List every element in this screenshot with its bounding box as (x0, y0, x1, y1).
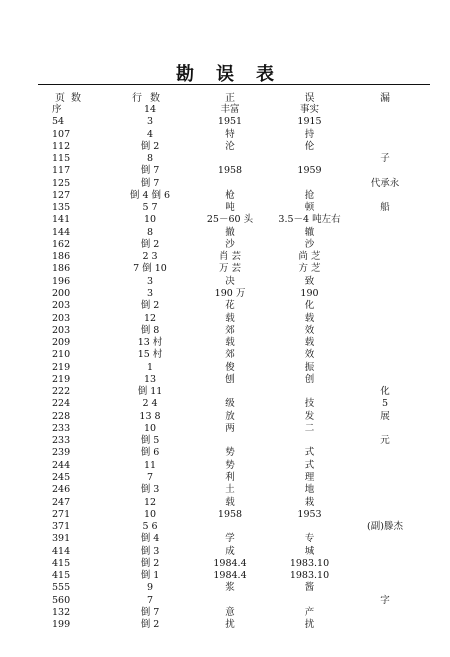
table-row (0, 313, 450, 325)
table-row (0, 202, 450, 214)
cell-line: 倒 6 (140, 447, 160, 459)
cell-line: 14 (143, 104, 157, 115)
cell-correct: 扰 (225, 619, 235, 631)
cell-line: 倒 7 (140, 165, 160, 177)
cell-page: 203 (52, 324, 71, 336)
cell-page: 247 (52, 496, 71, 508)
table-row (0, 582, 450, 594)
cell-line: 8 (146, 226, 154, 238)
cell-page: 246 (52, 484, 71, 496)
cell-error: 抢 (304, 189, 315, 201)
cell-correct: 刨 (225, 373, 235, 385)
cell-line: 13 8 (139, 410, 161, 422)
cell-page: 203 (52, 312, 71, 324)
cell-error: 城 (304, 545, 315, 557)
cell-line: 11 (143, 459, 157, 471)
table-row (0, 460, 450, 472)
cell-page: 239 (52, 447, 71, 459)
cell-page: 144 (52, 226, 71, 238)
cell-correct: 花 (225, 300, 235, 312)
table-row (0, 472, 450, 484)
cell-page: 209 (52, 337, 71, 349)
table-row (0, 141, 450, 153)
cell-line: 倒 4 倒 6 (129, 189, 171, 201)
cell-correct: 决 (225, 275, 235, 287)
cell-line: 倒 2 (140, 300, 160, 312)
table-row (0, 129, 450, 141)
table-row (0, 190, 450, 202)
cell-correct: 190 万 (214, 287, 246, 299)
cell-line: 倒 4 (140, 533, 160, 545)
table-row (0, 165, 450, 177)
cell-error: 地 (304, 484, 315, 496)
cell-error: 产 (304, 606, 315, 618)
cell-line: 2 4 (142, 398, 158, 410)
cell-correct: 学 (225, 533, 235, 545)
cell-error: 1983.10 (289, 557, 330, 569)
table-row (0, 153, 450, 165)
cell-error: 沙 (304, 238, 315, 250)
table-row (0, 362, 450, 374)
cell-line: 10 (143, 422, 157, 434)
table-row (0, 276, 450, 288)
cell-error: 1983.10 (289, 570, 330, 582)
cell-line: 7 倒 10 (133, 263, 167, 275)
table-row (0, 435, 450, 447)
cell-page: 115 (52, 153, 71, 165)
table-row (0, 178, 450, 190)
cell-line: 12 (143, 312, 157, 324)
cell-page: 224 (52, 398, 71, 410)
cell-page: 203 (52, 300, 71, 312)
cell-missing: 字 (380, 594, 390, 606)
table-row (0, 546, 450, 558)
cell-correct: 1958 (217, 165, 243, 177)
cell-correct: 1958 (217, 508, 243, 520)
table-row (0, 214, 450, 226)
cell-page: 54 (52, 116, 65, 128)
table-row (0, 533, 450, 545)
header-correct: 正 (225, 93, 235, 104)
cell-page: 555 (52, 582, 71, 594)
cell-line: 5 6 (142, 521, 158, 533)
cell-correct: 成 (225, 545, 235, 557)
cell-correct: 载 (225, 337, 235, 349)
cell-error: 载 (304, 337, 315, 349)
cell-error: 发 (304, 410, 315, 422)
cell-line: 倒 2 (140, 619, 160, 631)
cell-error: 致 (304, 275, 315, 287)
cell-page: 271 (52, 508, 71, 520)
table-row (0, 521, 450, 533)
cell-correct: 沦 (225, 140, 235, 152)
cell-line: 4 (146, 128, 154, 140)
cell-line: 9 (146, 582, 154, 594)
cell-page: 186 (52, 263, 71, 275)
cell-page: 199 (52, 619, 71, 631)
cell-page: 210 (52, 349, 71, 361)
cell-correct: 吨 (225, 202, 235, 214)
cell-line: 10 (143, 214, 157, 226)
cell-missing: 5 (381, 398, 389, 410)
table-row (0, 619, 450, 631)
table-row (0, 423, 450, 435)
cell-line: 8 (146, 153, 154, 165)
cell-line: 1 (146, 361, 154, 373)
cell-page: 219 (52, 361, 71, 373)
cell-page: 117 (52, 165, 71, 177)
header-missing: 漏 (380, 93, 390, 104)
cell-error: 创 (304, 373, 315, 385)
table-row (0, 570, 450, 582)
cell-error: 专 (304, 533, 315, 545)
cell-line: 2 3 (142, 251, 158, 263)
page-title: 勘误表 (176, 64, 296, 85)
cell-line: 7 (146, 471, 154, 483)
cell-line: 倒 1 (140, 570, 160, 582)
cell-correct: 俊 (225, 361, 235, 373)
cell-page: 415 (52, 570, 71, 582)
cell-error: 方 芝 (298, 263, 321, 275)
table-row (0, 398, 450, 410)
cell-line: 5 7 (142, 202, 158, 214)
cell-correct: 1984.4 (213, 570, 247, 582)
cell-page: 245 (52, 471, 71, 483)
cell-line: 倒 2 (140, 557, 160, 569)
cell-line: 倒 5 (140, 435, 160, 447)
table-row (0, 607, 450, 619)
cell-page: 186 (52, 251, 71, 263)
cell-error: 扰 (304, 619, 315, 631)
cell-correct: 载 (225, 312, 235, 324)
header-line: 行数 (132, 93, 168, 104)
cell-correct: 放 (225, 410, 235, 422)
cell-error: 效 (304, 324, 315, 336)
cell-page: 244 (52, 459, 71, 471)
cell-correct: 载 (225, 496, 235, 508)
table-row (0, 325, 450, 337)
errata-table-body (0, 104, 450, 631)
cell-error: 1959 (297, 165, 322, 177)
cell-page: 560 (52, 594, 71, 606)
cell-correct: 撤 (225, 226, 235, 238)
cell-missing: 化 (380, 386, 390, 398)
cell-error: 顿 (304, 202, 315, 214)
cell-page: 112 (52, 140, 71, 152)
cell-correct: 浆 (225, 582, 235, 594)
cell-page: 序 (52, 104, 62, 115)
cell-correct: 肖 芸 (218, 251, 242, 263)
cell-correct: 25－60 头 (206, 214, 254, 226)
cell-line: 13 (143, 373, 157, 385)
table-row (0, 337, 450, 349)
cell-error: 式 (304, 459, 315, 471)
cell-missing: 元 (380, 435, 390, 447)
table-row (0, 386, 450, 398)
table-row (0, 411, 450, 423)
cell-line: 15 村 (137, 349, 163, 361)
cell-page: 107 (52, 128, 71, 140)
cell-page: 415 (52, 557, 71, 569)
cell-correct: 丰富 (220, 104, 240, 115)
table-row (0, 374, 450, 386)
cell-error: 载 (304, 312, 315, 324)
cell-error: 效 (304, 349, 315, 361)
cell-page: 228 (52, 410, 71, 422)
cell-line: 7 (146, 594, 154, 606)
table-row (0, 288, 450, 300)
cell-error: 持 (304, 128, 315, 140)
cell-error: 事实 (299, 104, 319, 115)
cell-error: 化 (304, 300, 315, 312)
cell-error: 式 (304, 447, 315, 459)
cell-error: 酱 (304, 582, 315, 594)
cell-line: 倒 8 (140, 324, 160, 336)
cell-page: 141 (52, 214, 71, 226)
header-rule (38, 84, 430, 85)
header-error: 误 (304, 93, 315, 104)
cell-line: 倒 3 (140, 484, 160, 496)
cell-error: 技 (304, 398, 315, 410)
cell-page: 125 (52, 177, 71, 189)
cell-line: 倒 7 (140, 606, 160, 618)
cell-error: 1953 (297, 508, 322, 520)
cell-page: 135 (52, 202, 71, 214)
table-row (0, 349, 450, 361)
cell-error: 1915 (297, 116, 322, 128)
table-header (0, 89, 450, 104)
cell-page: 196 (52, 275, 71, 287)
cell-page: 391 (52, 533, 71, 545)
cell-error: 3.5－4 吨左右 (278, 214, 341, 226)
cell-missing: (副)滕杰 (367, 521, 403, 533)
table-row (0, 484, 450, 496)
cell-correct: 郊 (225, 324, 235, 336)
cell-error: 理 (304, 471, 315, 483)
table-row (0, 104, 450, 116)
cell-error: 振 (304, 361, 315, 373)
cell-missing: 船 (380, 202, 390, 214)
cell-error: 辙 (304, 226, 315, 238)
header-page: 页数 (55, 93, 87, 104)
cell-error: 190 (300, 287, 319, 299)
table-row (0, 239, 450, 251)
cell-missing: 子 (380, 153, 390, 165)
cell-correct: 势 (225, 459, 235, 471)
cell-correct: 郊 (225, 349, 235, 361)
table-row (0, 595, 450, 607)
table-row (0, 447, 450, 459)
table-row (0, 558, 450, 570)
cell-line: 3 (146, 287, 154, 299)
cell-error: 二 (304, 422, 315, 434)
cell-correct: 级 (225, 398, 235, 410)
cell-line: 倒 2 (140, 238, 160, 250)
cell-correct: 两 (225, 422, 235, 434)
cell-page: 200 (52, 287, 71, 299)
cell-line: 13 村 (137, 337, 163, 349)
cell-correct: 土 (225, 484, 235, 496)
cell-line: 倒 3 (140, 545, 160, 557)
table-row (0, 227, 450, 239)
cell-line: 倒 2 (140, 140, 160, 152)
cell-correct: 意 (225, 606, 235, 618)
cell-page: 132 (52, 606, 71, 618)
cell-line: 倒 7 (140, 177, 160, 189)
cell-line: 倒 11 (137, 386, 163, 398)
table-row (0, 263, 450, 275)
cell-page: 371 (52, 521, 71, 533)
cell-correct: 势 (225, 447, 235, 459)
cell-correct: 1951 (217, 116, 243, 128)
cell-missing: 代承永 (370, 177, 400, 189)
table-row (0, 251, 450, 263)
cell-correct: 1984.4 (213, 557, 247, 569)
cell-error: 尚 芝 (298, 251, 321, 263)
table-row (0, 497, 450, 509)
cell-page: 219 (52, 373, 71, 385)
cell-correct: 特 (225, 128, 235, 140)
cell-line: 3 (146, 116, 154, 128)
cell-line: 3 (146, 275, 154, 287)
cell-error: 栽 (304, 496, 315, 508)
cell-page: 127 (52, 189, 71, 201)
cell-line: 10 (143, 508, 157, 520)
cell-correct: 利 (225, 471, 235, 483)
cell-page: 222 (52, 386, 71, 398)
cell-page: 414 (52, 545, 71, 557)
table-row (0, 300, 450, 312)
cell-line: 12 (143, 496, 157, 508)
cell-error: 伦 (304, 140, 315, 152)
cell-correct: 枪 (225, 189, 235, 201)
cell-page: 233 (52, 435, 71, 447)
cell-page: 162 (52, 238, 71, 250)
table-row (0, 116, 450, 128)
cell-missing: 展 (380, 410, 390, 422)
cell-correct: 万 芸 (218, 263, 242, 275)
cell-page: 233 (52, 422, 71, 434)
cell-correct: 沙 (225, 238, 235, 250)
table-row (0, 509, 450, 521)
